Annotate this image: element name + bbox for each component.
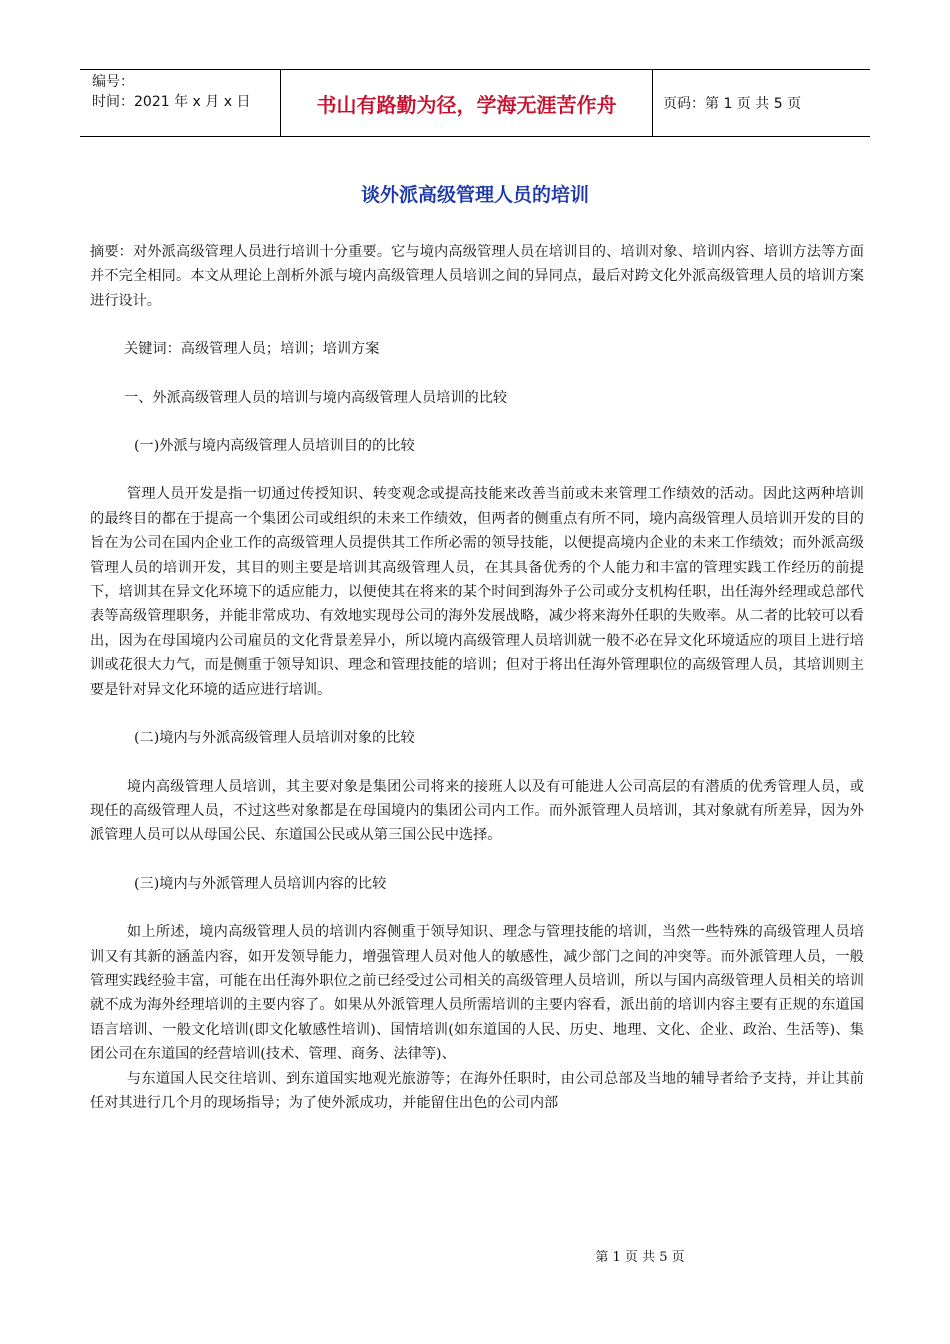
subsection-heading-2: (二)境内与外派高级管理人员培训对象的比较 (134, 730, 415, 747)
subsection-heading-3: (三)境内与外派管理人员培训内容的比较 (134, 875, 387, 892)
body-paragraph-1: 管理人员开发是指一切通过传授知识、转变观念或提高技能来改善当前或未来管理工作绩效的活动。因此这两种培训的最终目的都在于提高一个集团公司或组织的未来工作绩效，但两者的侧重点有所不同，境内高级管理人员培训开发的目的旨在为公司在国内企业工作的高级管理人员提供其工作所必需的领导技能，以便提高境内企业的未来工作绩效；而外派高级管理人员的培训开发，其目的则主要是培训其高级管理人员，在其具备优秀的个人能力和丰富的管理实践工作经历的前提下，培训其在异文化环境下的适应能力，以便使其在将来的某个时间到海外子公司或分支机构任职，出任海外经理或总部代表等高级管理职务，并能非常成功、有效地实现母公司的海外发展战略，减少将来海外任职的失败率。从二者的比较可以看出，因为在母国境内公司雇员的文化背景差异小，所以境内高级管理人员培训就一般不必在异文化环境适应的项目上进行培训或花很大力气，而是侧重于领导知识、理念和管理技能的培训；但对于将出任海外管理职位的高级管理人员，其培训则主要是针对异文化环境的适应进行培训。 (90, 486, 864, 698)
header-meta (80, 70, 281, 136)
body-paragraph-3: 如上所述，境内高级管理人员的培训内容侧重于领导知识、理念与管理技能的培训，当然一些特殊的高级管理人员培训又有其新的涵盖内容，如开发领导能力，增强管理人员对他人的敏感性，减少部门之间的冲突等。而外派管理人员，一般管理实践经验丰富，可能在出任海外职位之前已经受过公司相关的高级管理人员培训，所以与国内高级管理人员相关的培训就不成为海外经理培训的主要内容了。如果从外派管理人员所需培训的主要内容看，派出前的培训内容主要有正规的东道国语言培训、一般文化培训(即文化敏感性培训)、国情培训(如东道国的人民、历史、地理、文化、企业、政治、生活等)、集团公司在东道国的经营培训(技术、管理、商务、法律等)、 (90, 924, 864, 1063)
keywords-line: 关键词：高级管理人员；培训；培训方案 (124, 341, 380, 358)
section-heading-1: 一、外派高级管理人员的培训与境内高级管理人员培训的比较 (124, 389, 508, 406)
body-paragraph-2: 境内高级管理人员培训，其主要对象是集团公司将来的接班人以及有可能进人公司高层的有潜质的优秀管理人员，或现任的高级管理人员，不过这些对象都是在母国境内的集团公司内工作。而外派管理人员培训，其对象就有所差异，因为外派管理人员可以从母国公民、东道国公民或从第三国公民中选择。 (90, 778, 864, 844)
header-motto: 书山有路勤为径，学海无涯苦作舟 (281, 70, 653, 136)
document-title: 谈外派高级管理人员的培训 (360, 184, 589, 206)
date-text: 时间：2021 年 x 月 x 日 (92, 94, 251, 110)
document-header (80, 69, 870, 137)
page-footer: 第 1 页 共 5 页 (595, 1250, 685, 1265)
document-body (90, 240, 864, 1115)
body-paragraph-4: 与东道国人民交往培训、到东道国实地观光旅游等；在海外任职时，由公司总部及当地的辅导者给予支持，并让其前任对其进行几个月的现场指导；为了使外派成功，并能留住出色的公司内部 (90, 1070, 864, 1111)
header-page-info: 页码：第 1 页 共 5 页 (663, 96, 802, 112)
subsection-heading-1: (一)外派与境内高级管理人员培训目的的比较 (134, 438, 415, 455)
abstract-paragraph: 摘要：对外派高级管理人员进行培训十分重要。它与境内高级管理人员在培训目的、培训对象、培训内容、培训方法等方面并不完全相同。本文从理论上剖析外派与境内高级管理人员培训之间的异同点，最后对跨文化外派高级管理人员的培训方案进行设计。 (90, 244, 864, 309)
number-label: 编号： (92, 74, 134, 90)
